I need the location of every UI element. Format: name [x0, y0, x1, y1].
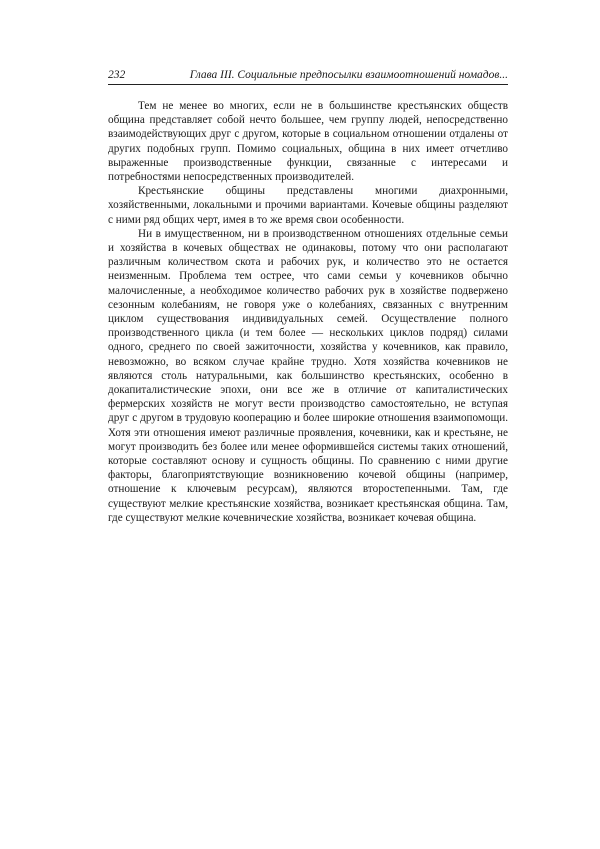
body-text	[108, 99, 508, 525]
paragraph-1: Тем не менее во многих, если не в большинстве крестьянских обществ община представляет собой нечто большее, чем группу людей, непосредственно взаимодействующих друг с другом, которые в социальном отношении отдалены от других подобных групп. Помимо социальных, община в них имеет отчетливо выраженные производственные функции, связанные с интересами и потребностями непосредственных производителей.	[108, 100, 508, 184]
running-header	[108, 68, 508, 85]
chapter-title: Глава III. Социальные предпосылки взаимоотношений номадов...	[189, 69, 508, 81]
page-number: 232	[108, 69, 126, 81]
paragraph-2: Крестьянские общины представлены многими диахронными, хозяйственными, локальными и прочими вариантами. Кочевые общины разделяют с ними ряд общих черт, имея в то же время свои особенности.	[108, 185, 508, 226]
book-page	[108, 68, 508, 525]
paragraph-3: Ни в имущественном, ни в производственном отношениях отдельные семьи и хозяйства в кочевых обществах не одинаковы, потому что они располагают различным количеством скота и рабочих рук, и количество это не остается неизменным. Проблема тем острее, что сами семьи у кочевников обычно малочисленные, а необходимое количество рабочих рук в хозяйстве подвержено сезонным колебаниям, не говоря уже о колебаниях, связанных с внутренним циклом существования индивидуальных семей. Осуществление полного производственного цикла (и тем более — нескольких циклов подряд) силами одного, среднего по своей зажиточности, хозяйства у кочевников, как правило, невозможно, во всяком случае крайне трудно. Хотя хозяйства кочевников не являются столь натуральными, как большинство крестьянских, особенно в докапиталистические эпохи, они все же в отличие от капиталистических фермерских хозяйств не могут вести производство самостоятельно, не вступая друг с другом в трудовую кооперацию и более широкие отношения взаимопомощи. Хотя эти отношения имеют различные проявления, кочевники, как и крестьяне, не могут производить без более или менее оформившейся системы таких отношений, которые составляют основу и сущность общины. По сравнению с ними другие факторы, благоприятствующие возникновению кочевой общины (например, отношение к ключевым ресурсам), являются второстепенными. Там, где существуют мелкие крестьянские хозяйства, возникает крестьянская община. Там, где существуют мелкие кочевнические хозяйства, возникает кочевая община.	[108, 227, 508, 524]
